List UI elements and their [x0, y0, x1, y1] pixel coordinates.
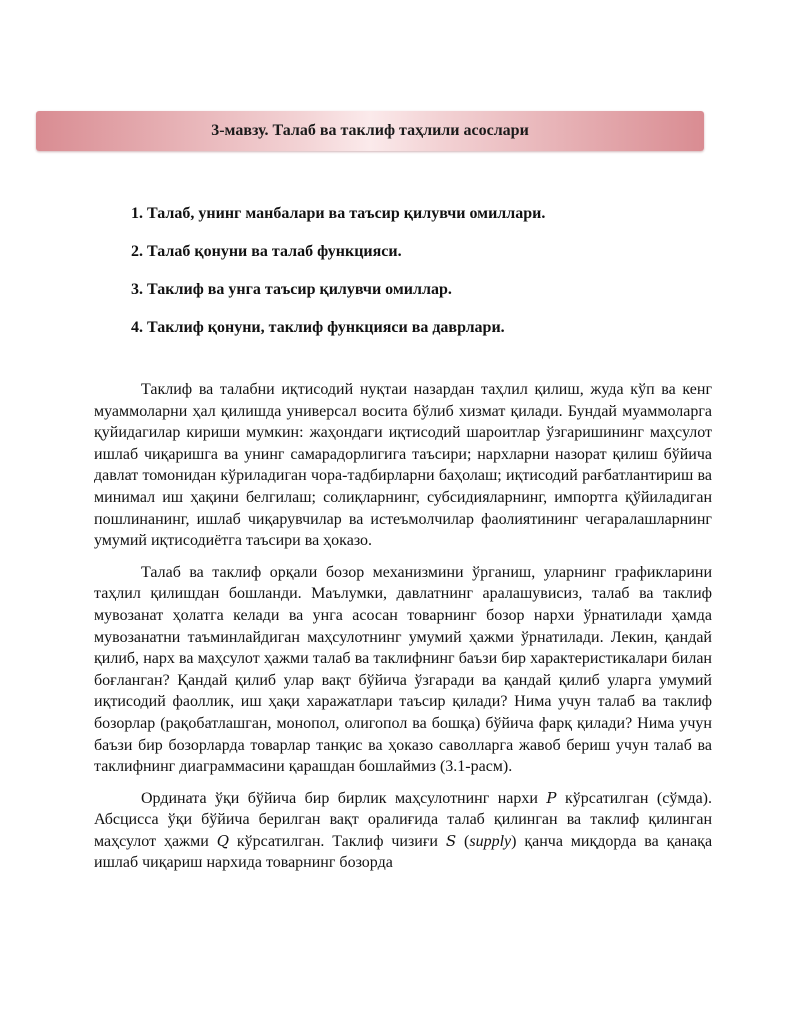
outline-item-1: 1. Талаб, унинг манбалари ва таъсир қилувчи омиллари.	[131, 205, 546, 222]
paragraph-3-part-3: кўрсатилган. Таклиф чизиғи	[236, 832, 438, 850]
topic-title: 3-мавзу. Талаб ва таклиф таҳлили асослари	[211, 122, 529, 139]
paren-open: (	[464, 832, 470, 850]
topic-outline-list	[131, 204, 545, 356]
paragraph-3-part-4: ) қанча миқдорда ва қанақа ишлаб чиқариш нархида товарнинг бозорда	[94, 832, 713, 872]
paragraph-3-part-2: кўрсатилган (сўмда). Абсцисса ўқи бўйича берилган вақт оралиғида талаб қилинган ва таклиф қилинган маҳсулот ҳажми	[94, 789, 713, 850]
price-symbol: P	[546, 788, 557, 807]
supply-symbol: S	[445, 831, 457, 850]
quantity-symbol: Q	[216, 831, 229, 850]
supply-term: supply	[469, 832, 512, 850]
outline-item-2: 2. Талаб қонуни ва талаб функцияси.	[131, 243, 402, 260]
paragraph-2: Талаб ва таклиф орқали бозор механизмини ўрганиш, уларнинг графикларини таҳлил қилишдан бошланди. Маълумки, давлатнинг аралашувисиз, талаб ва таклиф мувозанат ҳолатга келади ва унга асосан товарнинг бозор нархи ўрнатилади ҳамда мувозанатни таъминлайдиган маҳсулотнинг умумий ҳажми ўрнатилади. Лекин, қандай қилиб, нарх ва маҳсулот ҳажми талаб ва таклифнинг баъзи бир характеристикалари билан боғланган? Қандай қилиб улар вақт бўйича ўзгаради ва қандай қилиб уларга умумий иқтисодий фаоллик, иш ҳақи харажатлари таъсир қилади? Нима учун талаб ва таклиф бозорлар (рақобатлашган, монопол, олигопол ва бошқа) бўйича фарқ қилади? Нима учун баъзи бир бозорларда товарлар танқис ва ҳоказо саволларга жавоб бериш учун талаб ва таклифнинг диаграммасини қарашдан бошлаймиз (3.1-расм).	[94, 563, 712, 776]
topic-title-banner	[36, 111, 704, 151]
paragraph-3-part-1: Ордината ўқи бўйича бир бирлик маҳсулотнинг нархи	[141, 789, 538, 807]
paragraph-3	[94, 788, 712, 874]
outline-item-4: 4. Таклиф қонуни, таклиф функцияси ва даврлари.	[131, 319, 505, 336]
body-text	[94, 379, 712, 884]
paragraph-1: Таклиф ва талабни иқтисодий нуқтаи назардан таҳлил қилиш, жуда кўп ва кенг муаммоларни ҳал қилишда универсал восита бўлиб хизмат қилади. Бундай муаммоларга қуйидагилар кириши мумкин: жаҳондаги иқтисодий шароитлар ўзгаришининг маҳсулот ишлаб чиқаришга ва унинг самарадорлигига таъсири; нархларни назорат қилиш бўйича давлат томонидан кўриладиган чора-тадбирларни баҳолаш; иқтисодий рағбатлантириш ва минимал иш ҳақини белгилаш; солиқларнинг, субсидияларнинг, импортга қўйиладиган пошлинанинг, ишлаб чиқарувчилар ва истеъмолчилар фаолиятининг чегаралашларнинг умумий иқтисодиётга таъсири ва ҳоказо.	[94, 381, 712, 550]
outline-item-3: 3. Таклиф ва унга таъсир қилувчи омиллар.	[131, 281, 452, 298]
